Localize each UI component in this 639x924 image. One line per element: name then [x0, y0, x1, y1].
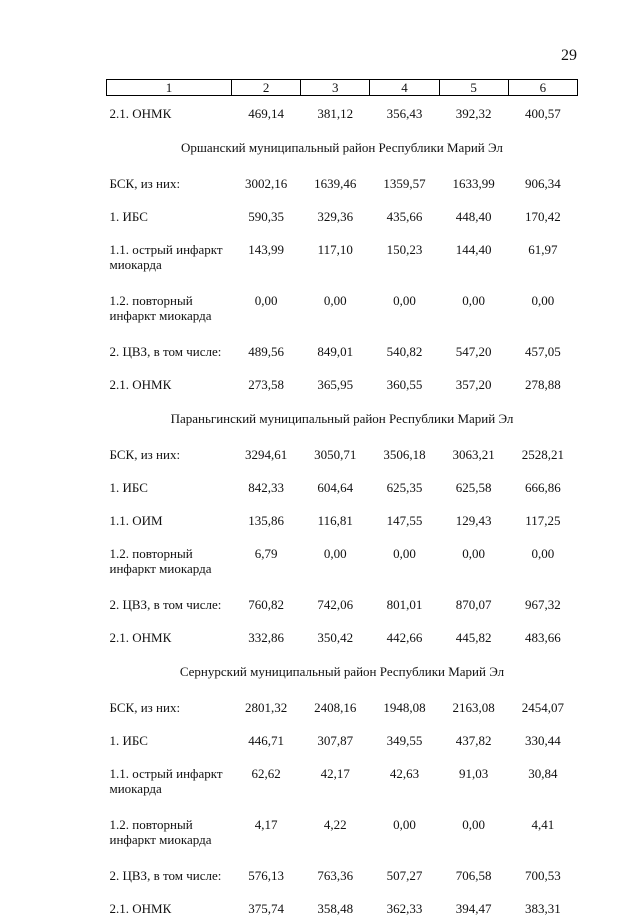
value-cell: 3002,16 — [232, 166, 301, 199]
header-cell: 1 — [107, 80, 232, 96]
row-label: 2.1. ОНМК — [107, 96, 232, 130]
value-cell: 435,66 — [370, 199, 439, 232]
value-cell: 457,05 — [508, 334, 577, 367]
value-cell: 849,01 — [301, 334, 370, 367]
value-cell: 116,81 — [301, 503, 370, 536]
value-cell: 170,42 — [508, 199, 577, 232]
table-row — [107, 232, 578, 283]
table-row — [107, 756, 578, 807]
value-cell: 143,99 — [232, 232, 301, 283]
value-cell: 381,12 — [301, 96, 370, 130]
row-label: 2. ЦВЗ, в том числе: — [107, 858, 232, 891]
value-cell: 356,43 — [370, 96, 439, 130]
value-cell: 329,36 — [301, 199, 370, 232]
value-cell: 666,86 — [508, 470, 577, 503]
value-cell: 383,31 — [508, 891, 577, 924]
value-cell: 1633,99 — [439, 166, 508, 199]
header-cell: 2 — [232, 80, 301, 96]
table-row — [107, 723, 578, 756]
value-cell: 604,64 — [301, 470, 370, 503]
value-cell: 625,35 — [370, 470, 439, 503]
value-cell: 967,32 — [508, 587, 577, 620]
value-cell: 144,40 — [439, 232, 508, 283]
section-title: Параньгинский муниципальный район Республики Марий Эл — [107, 400, 578, 437]
value-cell: 147,55 — [370, 503, 439, 536]
value-cell: 273,58 — [232, 367, 301, 400]
table-row — [107, 503, 578, 536]
row-label: 1.1. острый инфаркт миокарда — [107, 232, 232, 283]
table-row — [107, 367, 578, 400]
section-title: Оршанский муниципальный район Республики Марий Эл — [107, 129, 578, 166]
value-cell: 448,40 — [439, 199, 508, 232]
value-cell: 0,00 — [370, 536, 439, 587]
section-heading-row — [107, 400, 578, 437]
table-row — [107, 470, 578, 503]
row-label: 2. ЦВЗ, в том числе: — [107, 587, 232, 620]
value-cell: 1639,46 — [301, 166, 370, 199]
value-cell: 0,00 — [439, 536, 508, 587]
value-cell: 763,36 — [301, 858, 370, 891]
value-cell: 760,82 — [232, 587, 301, 620]
value-cell: 625,58 — [439, 470, 508, 503]
statistics-table — [106, 79, 578, 924]
value-cell: 446,71 — [232, 723, 301, 756]
value-cell: 437,82 — [439, 723, 508, 756]
row-label: 1. ИБС — [107, 470, 232, 503]
section-heading-row — [107, 653, 578, 690]
value-cell: 2801,32 — [232, 690, 301, 723]
table-row — [107, 620, 578, 653]
value-cell: 590,35 — [232, 199, 301, 232]
value-cell: 870,07 — [439, 587, 508, 620]
table-row — [107, 891, 578, 924]
value-cell: 357,20 — [439, 367, 508, 400]
row-label: 1.2. повторный инфаркт миокарда — [107, 807, 232, 858]
value-cell: 4,22 — [301, 807, 370, 858]
value-cell: 150,23 — [370, 232, 439, 283]
table-row — [107, 283, 578, 334]
table-row — [107, 807, 578, 858]
value-cell: 6,79 — [232, 536, 301, 587]
table-row — [107, 437, 578, 470]
row-label: 1.1. острый инфаркт миокарда — [107, 756, 232, 807]
table-row — [107, 690, 578, 723]
section-heading-row — [107, 129, 578, 166]
row-label: 2.1. ОНМК — [107, 367, 232, 400]
value-cell: 906,34 — [508, 166, 577, 199]
value-cell: 278,88 — [508, 367, 577, 400]
table-header — [107, 80, 578, 96]
value-cell: 3050,71 — [301, 437, 370, 470]
value-cell: 445,82 — [439, 620, 508, 653]
value-cell: 0,00 — [439, 283, 508, 334]
value-cell: 1948,08 — [370, 690, 439, 723]
value-cell: 2454,07 — [508, 690, 577, 723]
value-cell: 0,00 — [370, 807, 439, 858]
value-cell: 4,17 — [232, 807, 301, 858]
value-cell: 117,25 — [508, 503, 577, 536]
value-cell: 30,84 — [508, 756, 577, 807]
value-cell: 61,97 — [508, 232, 577, 283]
value-cell: 1359,57 — [370, 166, 439, 199]
value-cell: 576,13 — [232, 858, 301, 891]
table-body — [107, 96, 578, 924]
value-cell: 330,44 — [508, 723, 577, 756]
table-row — [107, 96, 578, 130]
value-cell: 4,41 — [508, 807, 577, 858]
header-cell: 6 — [508, 80, 577, 96]
value-cell: 0,00 — [301, 536, 370, 587]
value-cell: 362,33 — [370, 891, 439, 924]
value-cell: 842,33 — [232, 470, 301, 503]
value-cell: 117,10 — [301, 232, 370, 283]
row-label: 2.1. ОНМК — [107, 891, 232, 924]
value-cell: 0,00 — [439, 807, 508, 858]
table-row — [107, 587, 578, 620]
value-cell: 2163,08 — [439, 690, 508, 723]
value-cell: 365,95 — [301, 367, 370, 400]
value-cell: 0,00 — [508, 283, 577, 334]
value-cell: 507,27 — [370, 858, 439, 891]
value-cell: 700,53 — [508, 858, 577, 891]
row-label: БСК, из них: — [107, 166, 232, 199]
value-cell: 42,63 — [370, 756, 439, 807]
value-cell: 360,55 — [370, 367, 439, 400]
value-cell: 400,57 — [508, 96, 577, 130]
row-label: 2. ЦВЗ, в том числе: — [107, 334, 232, 367]
header-cell: 4 — [370, 80, 439, 96]
row-label: 1. ИБС — [107, 723, 232, 756]
value-cell: 483,66 — [508, 620, 577, 653]
row-label: 1.1. ОИМ — [107, 503, 232, 536]
value-cell: 62,62 — [232, 756, 301, 807]
table-row — [107, 858, 578, 891]
header-row — [107, 80, 578, 96]
value-cell: 91,03 — [439, 756, 508, 807]
value-cell: 547,20 — [439, 334, 508, 367]
value-cell: 392,32 — [439, 96, 508, 130]
value-cell: 135,86 — [232, 503, 301, 536]
value-cell: 742,06 — [301, 587, 370, 620]
value-cell: 442,66 — [370, 620, 439, 653]
value-cell: 42,17 — [301, 756, 370, 807]
row-label: 2.1. ОНМК — [107, 620, 232, 653]
page-number: 29 — [561, 47, 577, 65]
value-cell: 129,43 — [439, 503, 508, 536]
row-label: БСК, из них: — [107, 437, 232, 470]
row-label: 1. ИБС — [107, 199, 232, 232]
value-cell: 332,86 — [232, 620, 301, 653]
value-cell: 2408,16 — [301, 690, 370, 723]
value-cell: 540,82 — [370, 334, 439, 367]
row-label: БСК, из них: — [107, 690, 232, 723]
value-cell: 394,47 — [439, 891, 508, 924]
table-row — [107, 199, 578, 232]
value-cell: 0,00 — [232, 283, 301, 334]
value-cell: 350,42 — [301, 620, 370, 653]
table-row — [107, 166, 578, 199]
value-cell: 706,58 — [439, 858, 508, 891]
value-cell: 349,55 — [370, 723, 439, 756]
section-title: Сернурский муниципальный район Республики Марий Эл — [107, 653, 578, 690]
value-cell: 3506,18 — [370, 437, 439, 470]
value-cell: 489,56 — [232, 334, 301, 367]
value-cell: 0,00 — [370, 283, 439, 334]
value-cell: 3294,61 — [232, 437, 301, 470]
row-label: 1.2. повторный инфаркт миокарда — [107, 536, 232, 587]
header-cell: 3 — [301, 80, 370, 96]
table-row — [107, 334, 578, 367]
value-cell: 2528,21 — [508, 437, 577, 470]
value-cell: 3063,21 — [439, 437, 508, 470]
header-cell: 5 — [439, 80, 508, 96]
table-row — [107, 536, 578, 587]
value-cell: 0,00 — [508, 536, 577, 587]
value-cell: 801,01 — [370, 587, 439, 620]
value-cell: 358,48 — [301, 891, 370, 924]
value-cell: 0,00 — [301, 283, 370, 334]
value-cell: 469,14 — [232, 96, 301, 130]
value-cell: 375,74 — [232, 891, 301, 924]
row-label: 1.2. повторный инфаркт миокарда — [107, 283, 232, 334]
value-cell: 307,87 — [301, 723, 370, 756]
